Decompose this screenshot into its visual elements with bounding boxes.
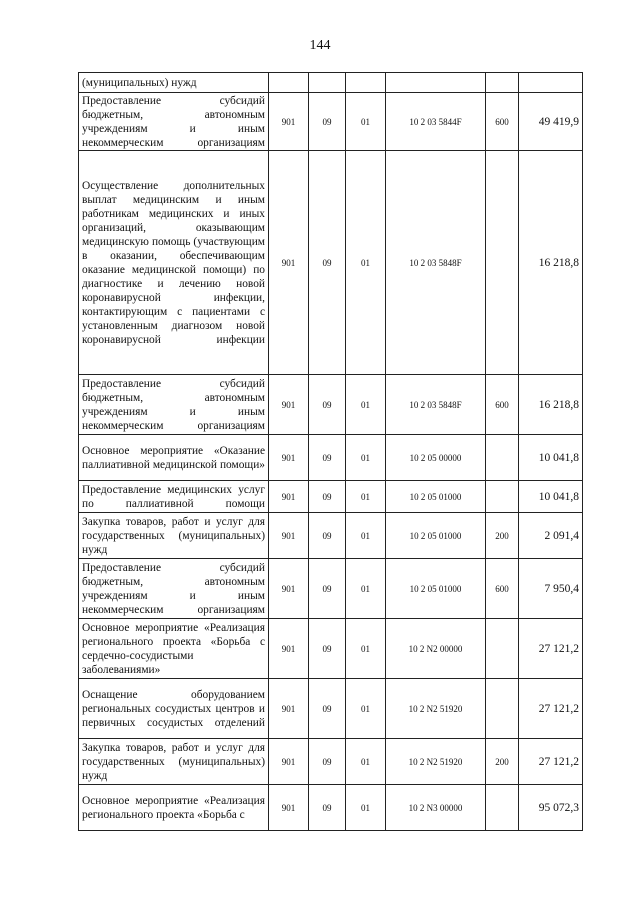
amount-cell: 2 091,4 [519, 513, 583, 559]
ministry-code-cell: 901 [269, 739, 309, 785]
page-number: 144 [309, 38, 331, 53]
amount-cell: 27 121,2 [519, 619, 583, 679]
table-row [79, 785, 583, 831]
table-row [79, 93, 583, 151]
section-code-cell: 09 [309, 785, 346, 831]
amount-cell: 16 218,8 [519, 375, 583, 435]
expense-type-cell: 600 [486, 559, 519, 619]
subsection-code-cell: 01 [346, 151, 386, 375]
section-code-cell: 09 [309, 481, 346, 513]
amount-cell: 27 121,2 [519, 739, 583, 785]
row-name-cell: Закупка товаров, работ и услуг для государственных (муниципальных) нужд [79, 513, 269, 559]
table-row [79, 559, 583, 619]
subsection-code-cell: 01 [346, 435, 386, 481]
subsection-code-cell: 01 [346, 559, 386, 619]
expense-type-cell: 600 [486, 375, 519, 435]
target-article-cell: 10 2 03 5844F [386, 93, 486, 151]
amount-cell: 16 218,8 [519, 151, 583, 375]
subsection-code-cell: 01 [346, 375, 386, 435]
expense-type-cell [486, 435, 519, 481]
row-name-cell: Осуществление дополнительных выплат медицинским и иным работникам медицинских и иных организаций, оказывающим медицинскую помощь (участвующим в оказании, обеспечивающим оказание медицинской помощи) по диагностике и лечению новой коронавирусной инфекции, контактирующим с пациентами с установленным диагнозом новой коронавирусной инфекции [79, 151, 269, 375]
section-code-cell: 09 [309, 559, 346, 619]
amount-cell: 95 072,3 [519, 785, 583, 831]
expense-type-cell: 600 [486, 93, 519, 151]
target-article-cell: 10 2 N3 00000 [386, 785, 486, 831]
target-article-cell: 10 2 03 5848F [386, 151, 486, 375]
table-row [79, 739, 583, 785]
target-article-cell: 10 2 05 01000 [386, 513, 486, 559]
section-code-cell: 09 [309, 739, 346, 785]
target-article-cell: 10 2 N2 51920 [386, 679, 486, 739]
table-row [79, 73, 583, 93]
expense-type-cell [486, 679, 519, 739]
amount-cell: 49 419,9 [519, 93, 583, 151]
row-name-cell: Предоставление субсидий бюджетным, автономным учреждениям и иным некоммерческим организациям [79, 93, 269, 151]
section-code-cell: 09 [309, 93, 346, 151]
target-article-cell: 10 2 05 01000 [386, 559, 486, 619]
table-row [79, 375, 583, 435]
table-row [79, 151, 583, 375]
section-code-cell: 09 [309, 679, 346, 739]
subsection-code-cell: 01 [346, 93, 386, 151]
table-row [79, 679, 583, 739]
expense-type-cell [486, 619, 519, 679]
row-name-cell: Основное мероприятие «Реализация регионального проекта «Борьба с [79, 785, 269, 831]
subsection-code-cell: 01 [346, 679, 386, 739]
ministry-code-cell: 901 [269, 619, 309, 679]
amount-cell: 27 121,2 [519, 679, 583, 739]
expense-type-cell [486, 151, 519, 375]
ministry-code-cell [269, 73, 309, 93]
row-name-cell: Предоставление медицинских услуг по паллиативной помощи [79, 481, 269, 513]
amount-cell [519, 73, 583, 93]
section-code-cell: 09 [309, 513, 346, 559]
ministry-code-cell: 901 [269, 785, 309, 831]
target-article-cell: 10 2 N2 00000 [386, 619, 486, 679]
ministry-code-cell: 901 [269, 481, 309, 513]
section-code-cell: 09 [309, 619, 346, 679]
row-name-cell: Предоставление субсидий бюджетным, автономным учреждениям и иным некоммерческим организациям [79, 559, 269, 619]
table-row [79, 513, 583, 559]
row-name-cell: (муниципальных) нужд [79, 73, 269, 93]
ministry-code-cell: 901 [269, 435, 309, 481]
row-name-cell: Основное мероприятие «Реализация регионального проекта «Борьба с сердечно-сосудистыми заболеваниями» [79, 619, 269, 679]
amount-cell: 10 041,8 [519, 481, 583, 513]
amount-cell: 7 950,4 [519, 559, 583, 619]
table-row [79, 619, 583, 679]
subsection-code-cell: 01 [346, 785, 386, 831]
row-name-cell: Закупка товаров, работ и услуг для государственных (муниципальных) нужд [79, 739, 269, 785]
ministry-code-cell: 901 [269, 93, 309, 151]
table-row [79, 481, 583, 513]
target-article-cell: 10 2 N2 51920 [386, 739, 486, 785]
expense-type-cell [486, 481, 519, 513]
section-code-cell: 09 [309, 151, 346, 375]
ministry-code-cell: 901 [269, 559, 309, 619]
target-article-cell: 10 2 05 01000 [386, 481, 486, 513]
budget-table [78, 72, 583, 831]
target-article-cell: 10 2 03 5848F [386, 375, 486, 435]
row-name-cell: Предоставление субсидий бюджетным, автономным учреждениям и иным некоммерческим организациям [79, 375, 269, 435]
expense-type-cell [486, 785, 519, 831]
table-row [79, 435, 583, 481]
subsection-code-cell: 01 [346, 619, 386, 679]
amount-cell: 10 041,8 [519, 435, 583, 481]
section-code-cell [309, 73, 346, 93]
ministry-code-cell: 901 [269, 375, 309, 435]
ministry-code-cell: 901 [269, 679, 309, 739]
ministry-code-cell: 901 [269, 151, 309, 375]
section-code-cell: 09 [309, 375, 346, 435]
expense-type-cell [486, 73, 519, 93]
target-article-cell [386, 73, 486, 93]
subsection-code-cell: 01 [346, 739, 386, 785]
row-name-cell: Оснащение оборудованием региональных сосудистых центров и первичных сосудистых отделений [79, 679, 269, 739]
target-article-cell: 10 2 05 00000 [386, 435, 486, 481]
subsection-code-cell [346, 73, 386, 93]
subsection-code-cell: 01 [346, 481, 386, 513]
section-code-cell: 09 [309, 435, 346, 481]
row-name-cell: Основное мероприятие «Оказание паллиативной медицинской помощи» [79, 435, 269, 481]
expense-type-cell: 200 [486, 739, 519, 785]
expense-type-cell: 200 [486, 513, 519, 559]
ministry-code-cell: 901 [269, 513, 309, 559]
subsection-code-cell: 01 [346, 513, 386, 559]
